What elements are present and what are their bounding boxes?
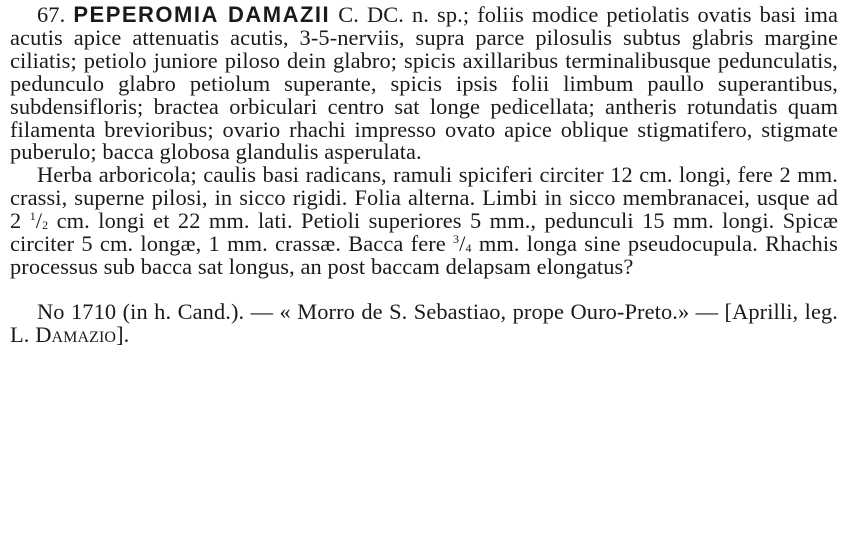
paragraph-gap xyxy=(10,279,838,301)
fraction-2-numerator: 3 xyxy=(453,232,460,247)
fraction-2-denominator: 4 xyxy=(465,241,472,256)
species-name: PEPEROMIA DAMAZII xyxy=(73,2,331,27)
collector-name: Damazio xyxy=(35,321,117,347)
fraction-1-denominator: 2 xyxy=(42,218,49,233)
species-author: C. DC. n. sp. xyxy=(338,2,463,27)
diagnosis-text: ; foliis modice petiolatis ovatis basi ima acutis apice attenuatis acutis, 3-5-nerviis, supra parce pilosulis subtus glabris margine ciliatis; petiolo juniore piloso dein glabro; spicis axillaribus terminalibusque pedunculatis, pedunculo glabro petiolum superante, spicis ipsis folii limbum paullo superantibus, subdensifloris; bractea orbiculari centro sat longe pedicellata; antheris rotundatis quam filamenta brevioribus; ovario rhachi impresso ovato apice oblique stigmatifero, stigmate puberulo; bacca globosa glandulis asperulata. xyxy=(10,2,839,165)
specimen-citation xyxy=(10,298,838,347)
fraction-1-numerator: 1 xyxy=(29,209,36,224)
specimen-text-1: No 1710 (in h. Cand.). — « Morro de S. Sebastiao, prope Ouro-Preto.» — [Aprilli, leg. L. xyxy=(10,298,838,347)
species-description: Herba arboricola; caulis basi radicans, ramuli spiciferi circiter 12 cm. longi, fere 2 mm. crassi, superne pilosi, in sicco rigidi. Folia alterna. Limbi in sicco membranacei, usque ad 2 $^1/_2$ cm. longi et 22 mm. lati. Petioli superiores 5 mm., pedunculi 15 mm. longi. Spicæ circiter 5 cm. longæ, 1 mm. crassæ. Bacca fere $^3/_4$ mm. longa sine pseudocupula. Rhachis processus sub bacca sat longus, an post baccam delapsam elongatus? xyxy=(10,162,838,279)
specimen-text-2: ]. xyxy=(116,321,130,347)
description-text-2: cm. longi et 22 mm. lati. Petioli superiores 5 mm., pedunculi 15 mm. longi. Spicæ circiter 5 cm. longæ, 1 mm. crassæ. Bacca fere xyxy=(10,208,838,257)
description-text-3: mm. longa sine pseudocupula. Rhachis processus sub bacca sat longus, an post baccam delapsam elongatus? xyxy=(10,231,838,279)
entry-number: 67. xyxy=(37,2,66,27)
description-text-1: Herba arboricola; caulis basi radicans, ramuli spiciferi circiter 12 cm. longi, fere 2 mm. crassi, superne pilosi, in sicco rigidi. Folia alterna. Limbi in sicco membranacei, usque ad 2 xyxy=(10,162,838,234)
document-page xyxy=(10,4,838,347)
species-diagnosis xyxy=(10,4,838,164)
